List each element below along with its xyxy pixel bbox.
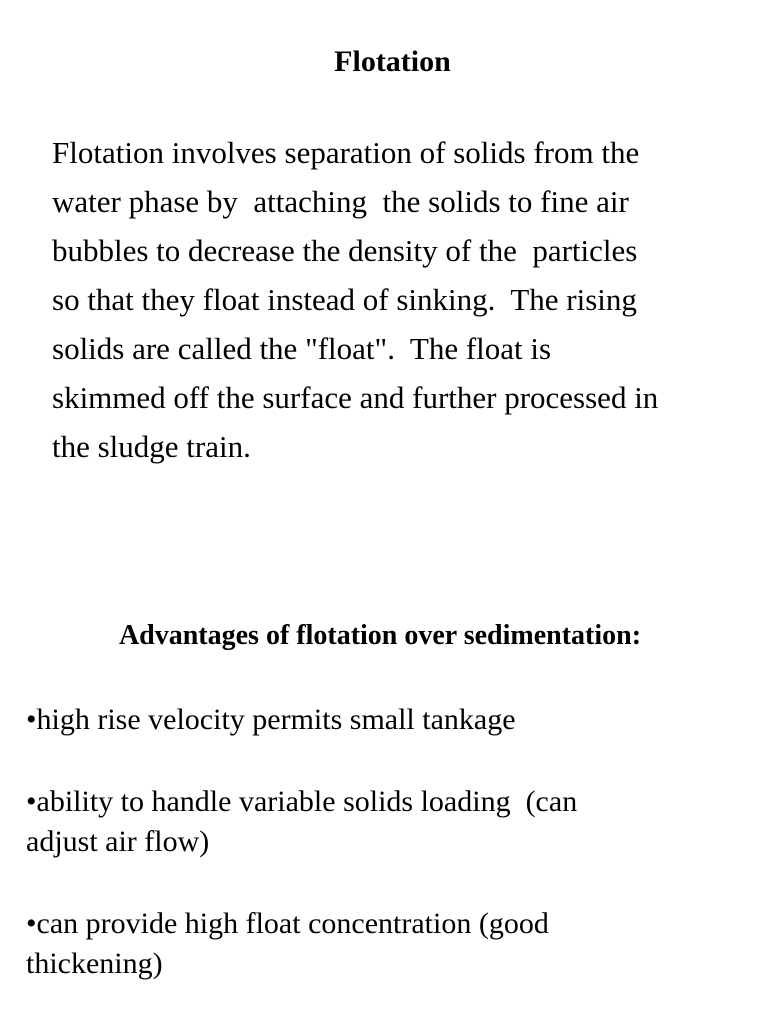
advantage-item: •ability to handle variable solids loading (can adjust air flow) <box>26 785 578 858</box>
intro-paragraph: Flotation involves separation of solids from the water phase by attaching the solids to fine air bubbles to decrease the density of the particles so that they float instead of sinking. The rising solids are called the "float". The float is skimmed off the surface and further processed in the sludge train. <box>52 135 659 464</box>
advantages-list <box>26 700 746 1026</box>
advantages-heading: Advantages of flotation over sedimentation: <box>118 620 642 651</box>
advantage-item: •can provide high float concentration (good thickening) <box>26 907 549 980</box>
advantage-item: •high rise velocity permits small tankage <box>26 703 516 736</box>
page-title: Flotation <box>334 45 451 78</box>
